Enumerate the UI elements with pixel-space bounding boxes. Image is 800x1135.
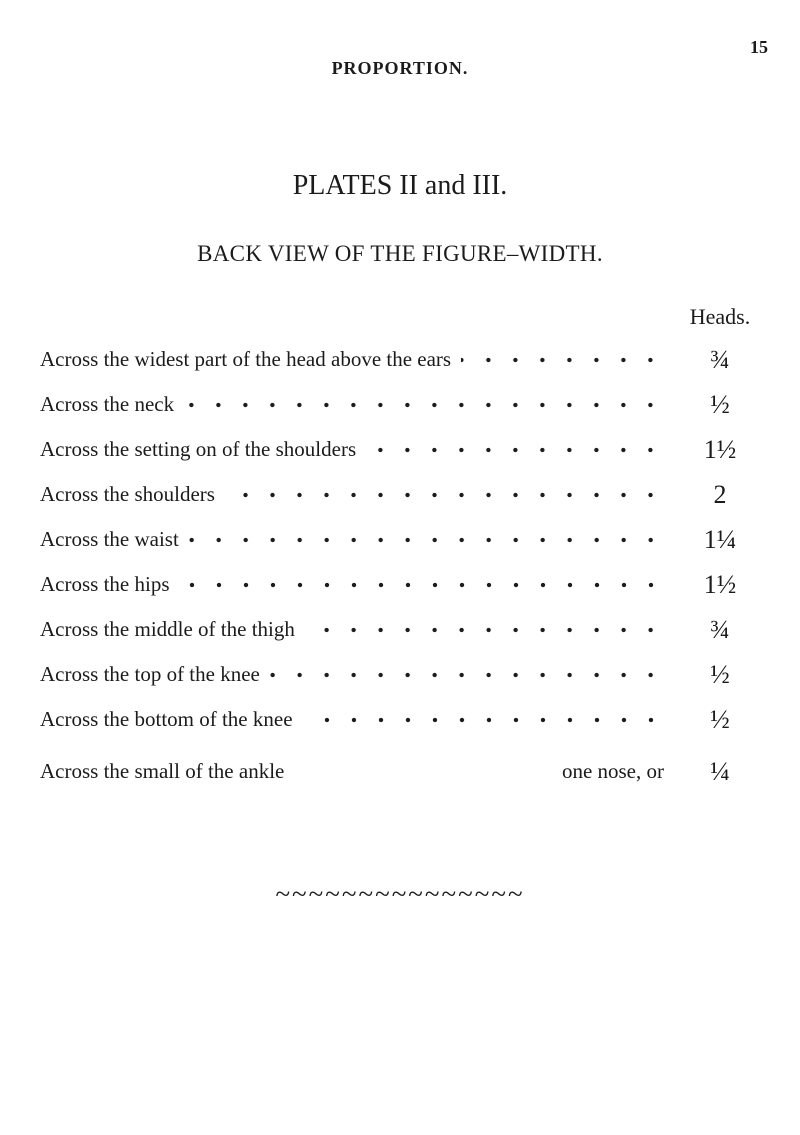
row-value: ¼ — [710, 756, 730, 786]
row-label: Across the bottom of the knee — [40, 707, 293, 731]
row-label: Across the neck — [40, 392, 175, 416]
table-row — [40, 652, 770, 697]
row-value: ¾ — [710, 614, 730, 644]
row-value: 1½ — [703, 569, 737, 599]
dot-leader — [270, 670, 664, 680]
table-row — [40, 697, 770, 742]
measurement-table — [40, 337, 770, 794]
dot-leader — [305, 625, 664, 635]
dot-leader — [225, 490, 664, 500]
row-label: Across the setting on of the shoulders — [40, 437, 357, 461]
row-note: one nose, or — [561, 759, 664, 783]
row-label: Across the waist — [40, 527, 179, 551]
section-title: BACK VIEW OF THE FIGURE–WIDTH. — [197, 241, 603, 266]
row-label: Across the top of the knee — [40, 662, 260, 686]
dot-leader — [184, 400, 664, 410]
heads-column-header: Heads. — [689, 304, 751, 329]
row-label: Across the small of the ankle — [40, 759, 285, 783]
row-label: Across the widest part of the head above the ears — [40, 347, 452, 371]
row-label: Across the hips — [40, 572, 170, 596]
table-row — [40, 382, 770, 427]
row-label: Across the middle of the thigh — [40, 617, 295, 641]
dot-leader — [461, 355, 664, 365]
table-row — [40, 517, 770, 562]
dot-leader — [303, 715, 664, 725]
row-value: ¾ — [710, 344, 730, 374]
table-row — [40, 607, 770, 652]
dot-leader — [366, 445, 664, 455]
table-row — [40, 472, 770, 517]
page-number: 15 — [750, 37, 768, 57]
row-value: ½ — [710, 704, 730, 734]
plate-title: PLATES II and III. — [292, 170, 508, 201]
row-value: 1½ — [703, 434, 737, 464]
table-row — [40, 749, 770, 794]
row-label: Across the shoulders — [40, 482, 215, 506]
table-row — [40, 427, 770, 472]
row-value: ½ — [710, 659, 730, 689]
dot-leader — [180, 580, 665, 590]
tilde-divider: ~~~~~~~~~~~~~~~ — [275, 879, 525, 909]
table-row — [40, 562, 770, 607]
row-value: 1¼ — [703, 524, 737, 554]
running-head: PROPORTION. — [331, 58, 469, 78]
dot-leader — [189, 535, 664, 545]
table-row — [40, 337, 770, 382]
row-value: 2 — [713, 479, 727, 509]
row-value: ½ — [710, 389, 730, 419]
